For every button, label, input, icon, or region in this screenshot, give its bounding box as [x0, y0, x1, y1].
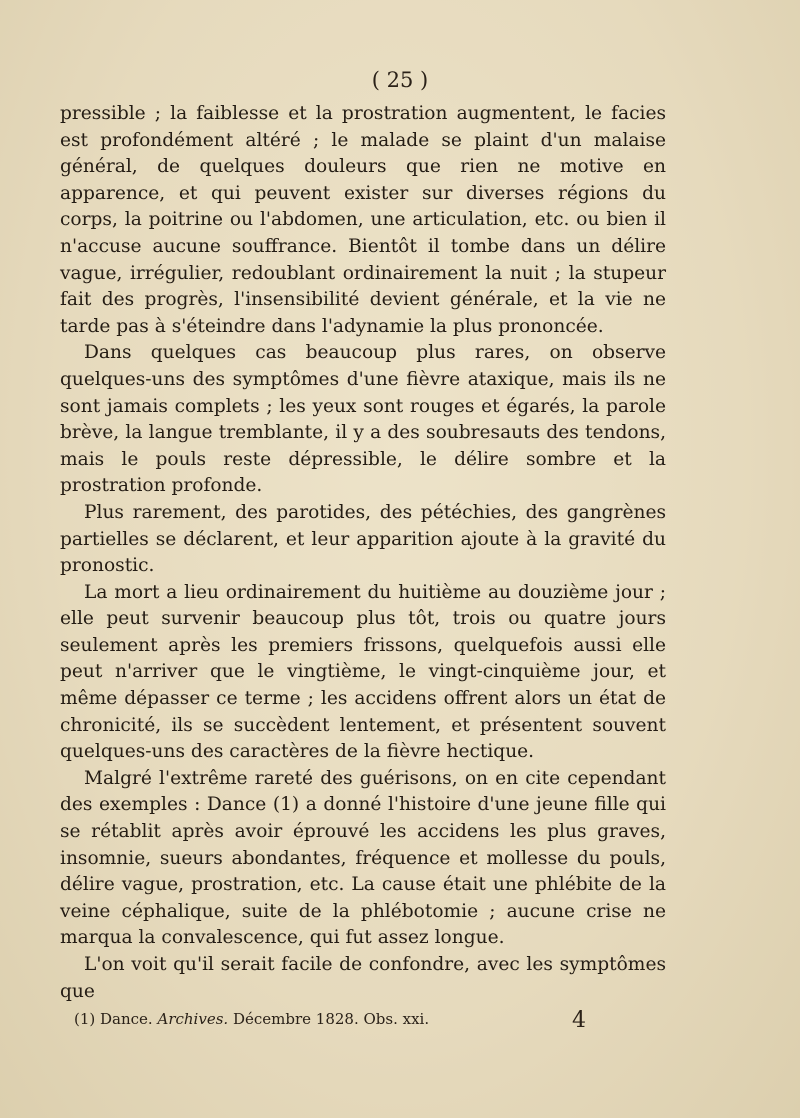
paragraph-4: La mort a lieu ordinairement du huitième au douzième jour ; elle peut survenir beaucoup plus tôt, trois ou quatre jours seulement après les premiers frissons, quelquefois aussi elle peut n'arriver que le vingtième, le vingt-cinquième jour, et même dépasser ce terme ; les accidens offrent alors un état de chronicité, ils se succèdent lentement, et présentent souvent quelques-uns des caractères de la fièvre hectique.: [60, 581, 666, 763]
paragraph-3: Plus rarement, des parotides, des pétéchies, des gangrènes partielles se déclarent, et leur apparition ajoute à la gravité du pronostic.: [60, 501, 666, 577]
signature-mark: 4: [572, 1008, 586, 1033]
page-number: ( 25 ): [371, 68, 429, 92]
body-text: [60, 101, 666, 1005]
footnote: [74, 1010, 429, 1028]
footnote-source: Archives.: [157, 1010, 229, 1028]
footnote-marker: (1) Dance.: [74, 1010, 153, 1028]
paragraph-5: Malgré l'extrême rareté des guérisons, on en cite cependant des exemples : Dance (1) a donné l'histoire d'une jeune fille qui se rétablit après avoir éprouvé les accidens les plus graves, insomnie, sueurs abondantes, fréquence et mollesse du pouls, délire vague, prostration, etc. La cause était une phlébite de la veine céphalique, suite de la phlébotomie ; aucune crise ne marqua la convalescence, qui fut assez longue.: [60, 767, 666, 949]
footnote-detail: Décembre 1828. Obs. xxi.: [232, 1010, 430, 1028]
paragraph-6: L'on voit qu'il serait facile de confondre, avec les symptômes que: [60, 954, 666, 1002]
paragraph-2: Dans quelques cas beaucoup plus rares, on observe quelques-uns des symptômes d'une fièvre ataxique, mais ils ne sont jamais complets ; les yeux sont rouges et égarés, la parole brève, la langue tremblante, il y a des soubresauts des tendons, mais le pouls reste dépressible, le délire sombre et la prostration profonde.: [60, 342, 666, 497]
paragraph-1: pressible ; la faiblesse et la prostration augmentent, le facies est profondément altéré ; le malade se plaint d'un malaise général, de quelques douleurs que rien ne motive en apparence, et qui peuvent exister sur diverses régions du corps, la poitrine ou l'abdomen, une articulation, etc. ou bien il n'accuse aucune souffrance. Bientôt il tombe dans un délire vague, irrégulier, redoublant ordinairement la nuit ; la stupeur fait des progrès, l'insensibilité devient générale, et la vie ne tarde pas à s'éteindre dans l'adynamie la plus prononcée.: [60, 103, 666, 337]
